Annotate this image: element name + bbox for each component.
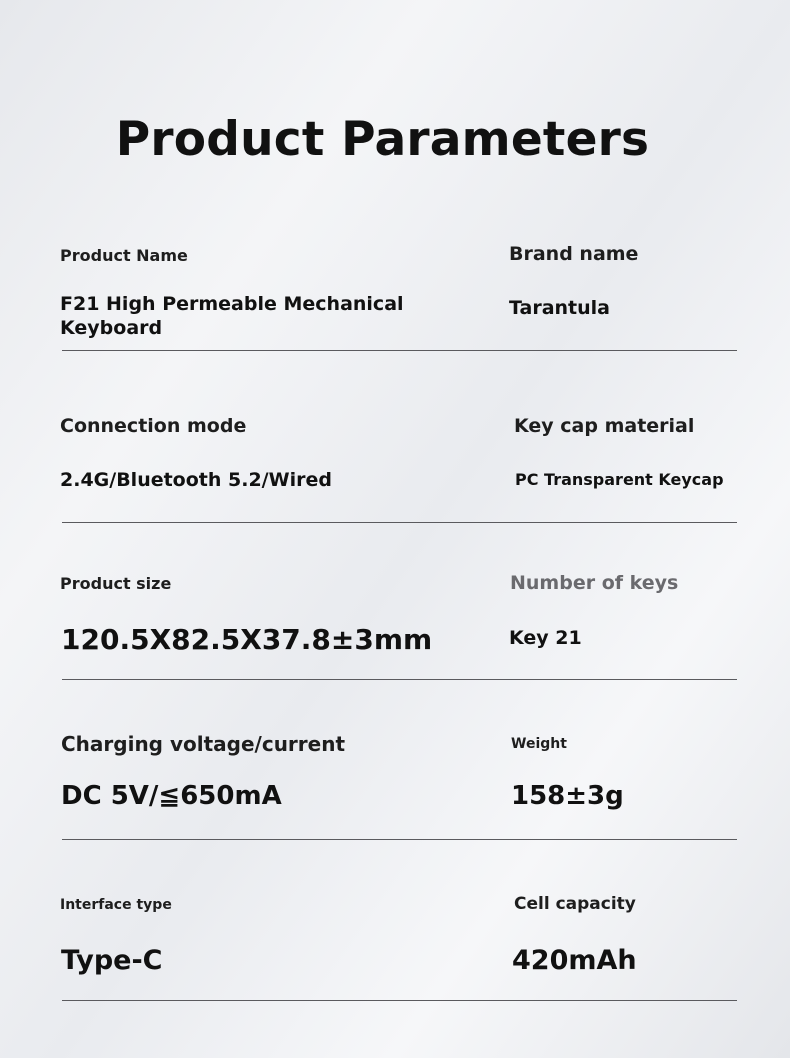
number-of-keys-value: Key 21 xyxy=(509,627,582,649)
key-cap-material-value: PC Transparent Keycap xyxy=(515,470,724,489)
key-cap-material-label: Key cap material xyxy=(514,415,695,437)
page-title: Product Parameters xyxy=(115,112,650,167)
product-name-value xyxy=(60,292,404,340)
charging-voltage-value: DC 5V/≦650mA xyxy=(61,781,282,811)
row-divider xyxy=(62,522,737,523)
product-size-value: 120.5X82.5X37.8±3mm xyxy=(61,623,433,656)
row-divider xyxy=(62,839,737,840)
brand-name-value: Tarantula xyxy=(509,297,610,319)
row-divider xyxy=(62,350,737,351)
cell-capacity-label: Cell capacity xyxy=(514,894,636,914)
row-divider xyxy=(62,679,737,680)
interface-type-value: Type-C xyxy=(61,945,163,976)
interface-type-label: Interface type xyxy=(60,897,172,913)
product-name-value-line1: F21 High Permeable Mechanical xyxy=(60,293,404,315)
cell-capacity-value: 420mAh xyxy=(512,945,637,976)
product-name-label: Product Name xyxy=(60,246,188,265)
weight-value: 158±3g xyxy=(511,781,624,811)
row-divider xyxy=(62,1000,737,1001)
brand-name-label: Brand name xyxy=(509,243,639,265)
number-of-keys-label: Number of keys xyxy=(510,572,679,594)
connection-mode-label: Connection mode xyxy=(60,415,247,437)
charging-voltage-label: Charging voltage/current xyxy=(61,732,346,756)
product-size-label: Product size xyxy=(60,574,172,593)
weight-label: Weight xyxy=(511,736,567,752)
connection-mode-value: 2.4G/Bluetooth 5.2/Wired xyxy=(60,469,332,491)
product-name-value-line2: Keyboard xyxy=(60,317,163,339)
